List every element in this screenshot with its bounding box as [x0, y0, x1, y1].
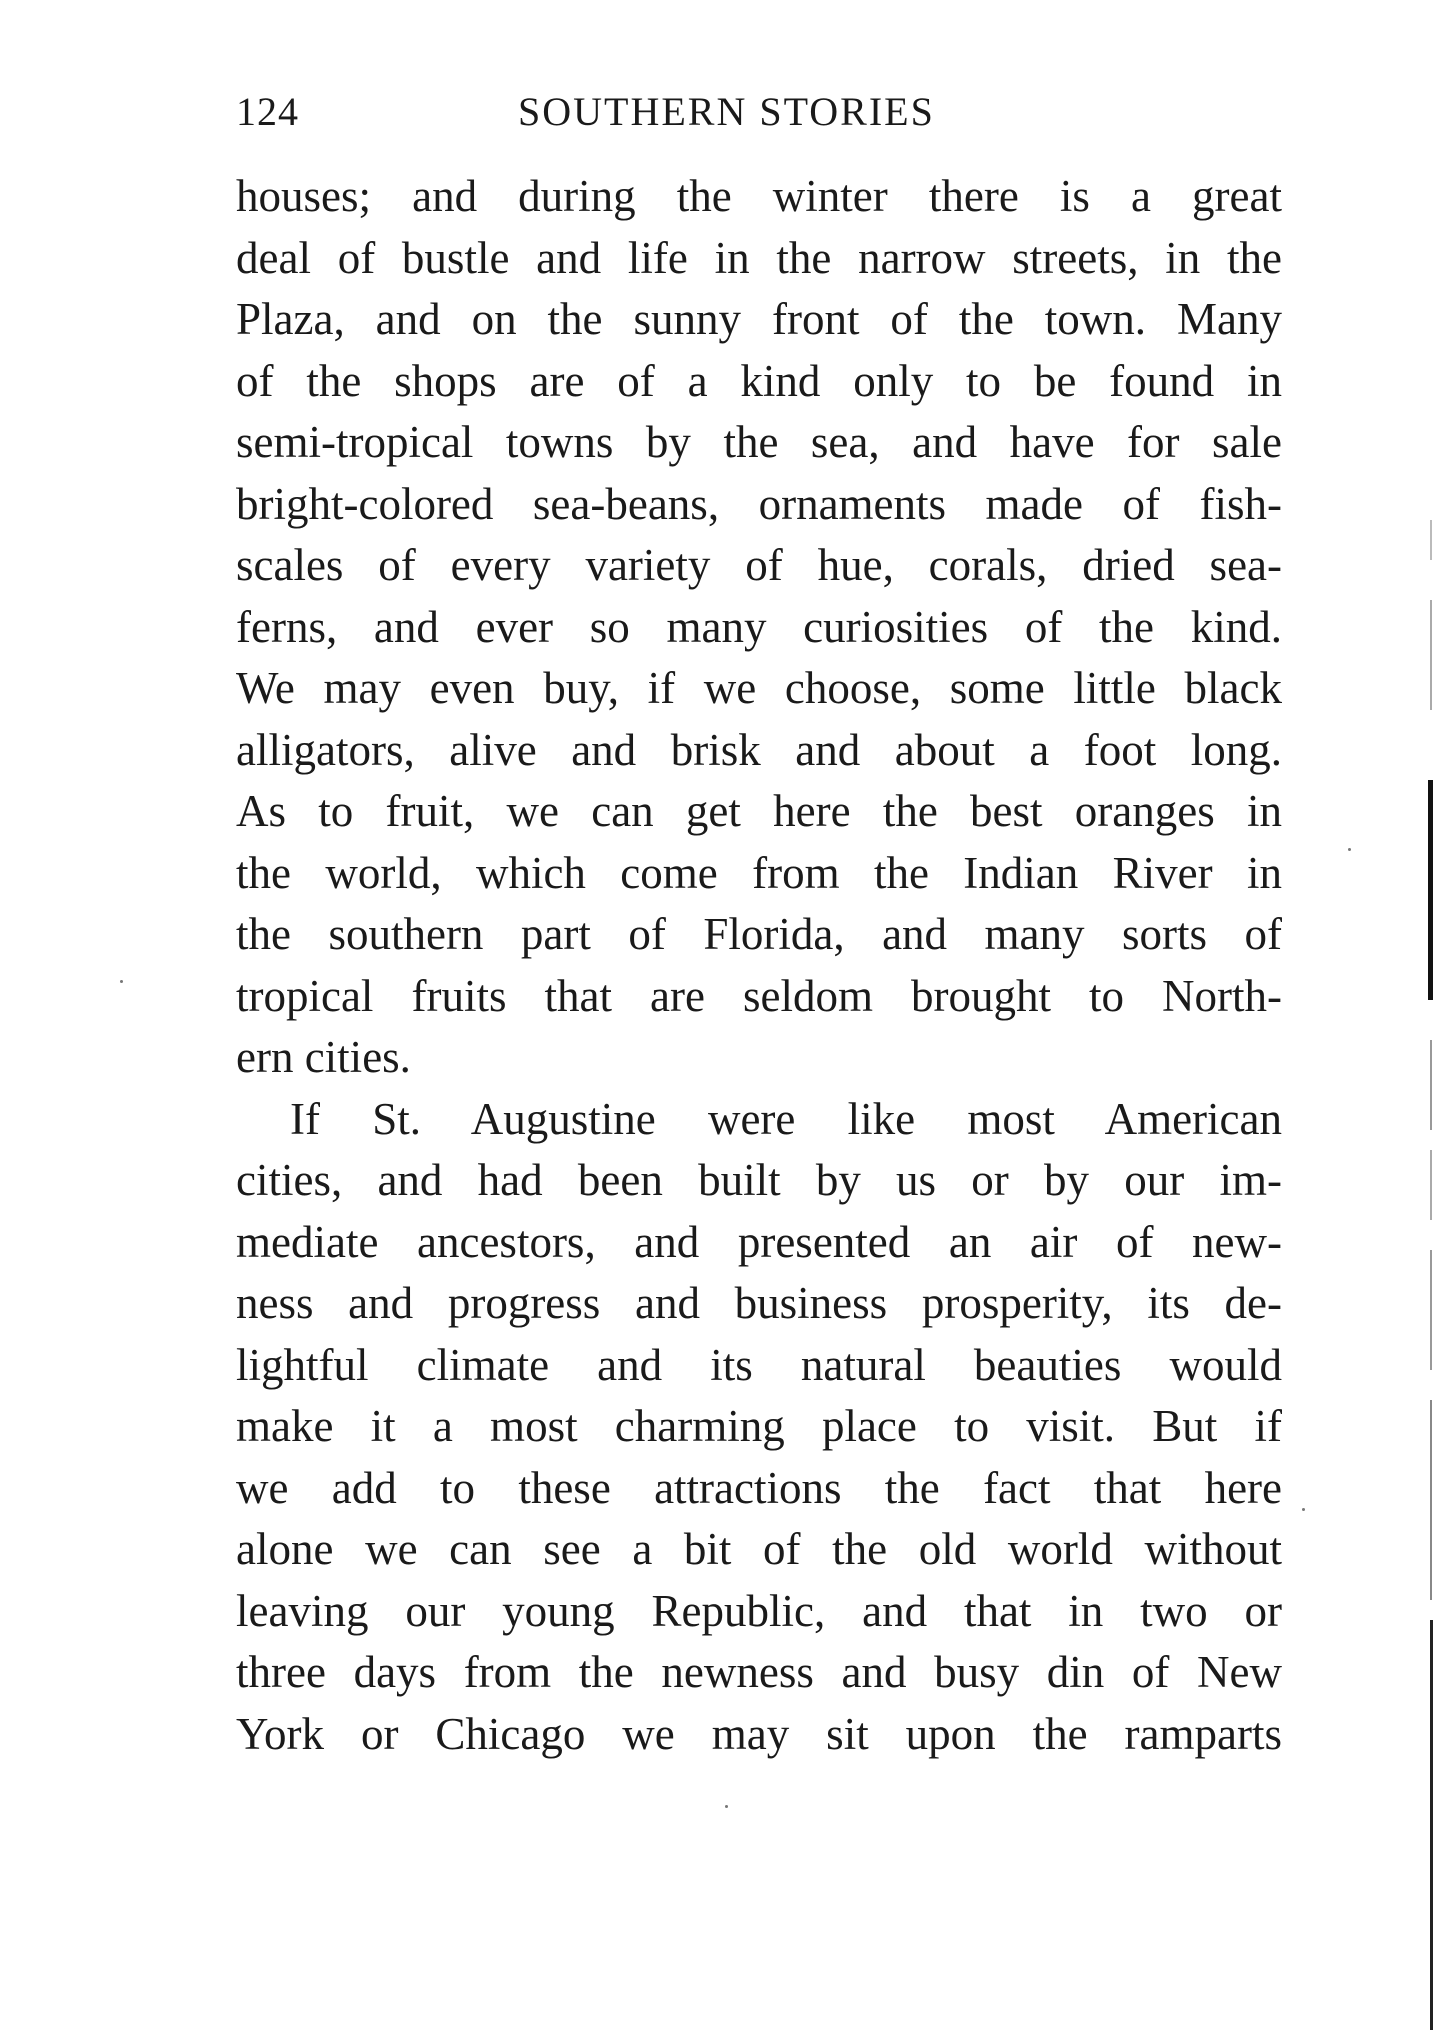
- text-line: lightful climate and its natural beauties would: [236, 1339, 1282, 1390]
- text-line: Plaza, and on the sunny front of the town. Many: [236, 294, 1282, 344]
- text-line: scales of every variety of hue, corals, dried sea-: [236, 540, 1282, 590]
- page-number: 124: [236, 89, 299, 134]
- text-line: cities, and had been built by us or by our im-: [236, 1155, 1282, 1205]
- body-text: [236, 166, 1282, 1765]
- text-line: tropical fruits that are seldom brought to North-: [236, 970, 1282, 1021]
- binding-edge-shadow: [1410, 0, 1444, 2036]
- text-line: bright-colored sea-beans, ornaments made of fish-: [236, 478, 1282, 529]
- scan-speck: [1302, 1508, 1305, 1511]
- text-line: mediate ancestors, and presented an air of new-: [236, 1216, 1282, 1267]
- text-line: As to fruit, we can get here the best oranges in: [236, 786, 1282, 836]
- text-line: We may even buy, if we choose, some little black: [236, 663, 1282, 713]
- text-line: of the shops are of a kind only to be found in: [236, 355, 1282, 406]
- text-line: the southern part of Florida, and many sorts of: [236, 909, 1282, 959]
- scan-speck: [120, 980, 123, 983]
- text-line: three days from the newness and busy din of New: [236, 1647, 1282, 1697]
- page-header: [236, 88, 1282, 148]
- text-line: York or Chicago we may sit upon the ramparts: [236, 1708, 1282, 1759]
- text-line: houses; and during the winter there is a great: [236, 171, 1282, 221]
- text-line: semi-tropical towns by the sea, and have for sale: [236, 417, 1282, 467]
- text-line: we add to these attractions the fact that here: [236, 1462, 1282, 1513]
- running-title: SOUTHERN STORIES: [518, 89, 935, 134]
- text-line: deal of bustle and life in the narrow streets, in the: [236, 232, 1282, 283]
- text-line: ferns, and ever so many curiosities of the kind.: [236, 601, 1282, 652]
- text-line: alligators, alive and brisk and about a foot long.: [236, 724, 1282, 775]
- scan-speck: [1348, 848, 1351, 851]
- text-line: alone we can see a bit of the old world without: [236, 1524, 1282, 1574]
- text-line: the world, which come from the Indian River in: [236, 847, 1282, 898]
- text-line: make it a most charming place to visit. But if: [236, 1401, 1282, 1451]
- text-line: leaving our young Republic, and that in two or: [236, 1585, 1282, 1636]
- text-line: ness and progress and business prosperity, its de-: [236, 1278, 1282, 1328]
- paragraph-start-line: If St. Augustine were like most American: [290, 1093, 1282, 1144]
- paragraph-end-line: ern cities.: [236, 1032, 411, 1082]
- scan-speck: [725, 1805, 728, 1808]
